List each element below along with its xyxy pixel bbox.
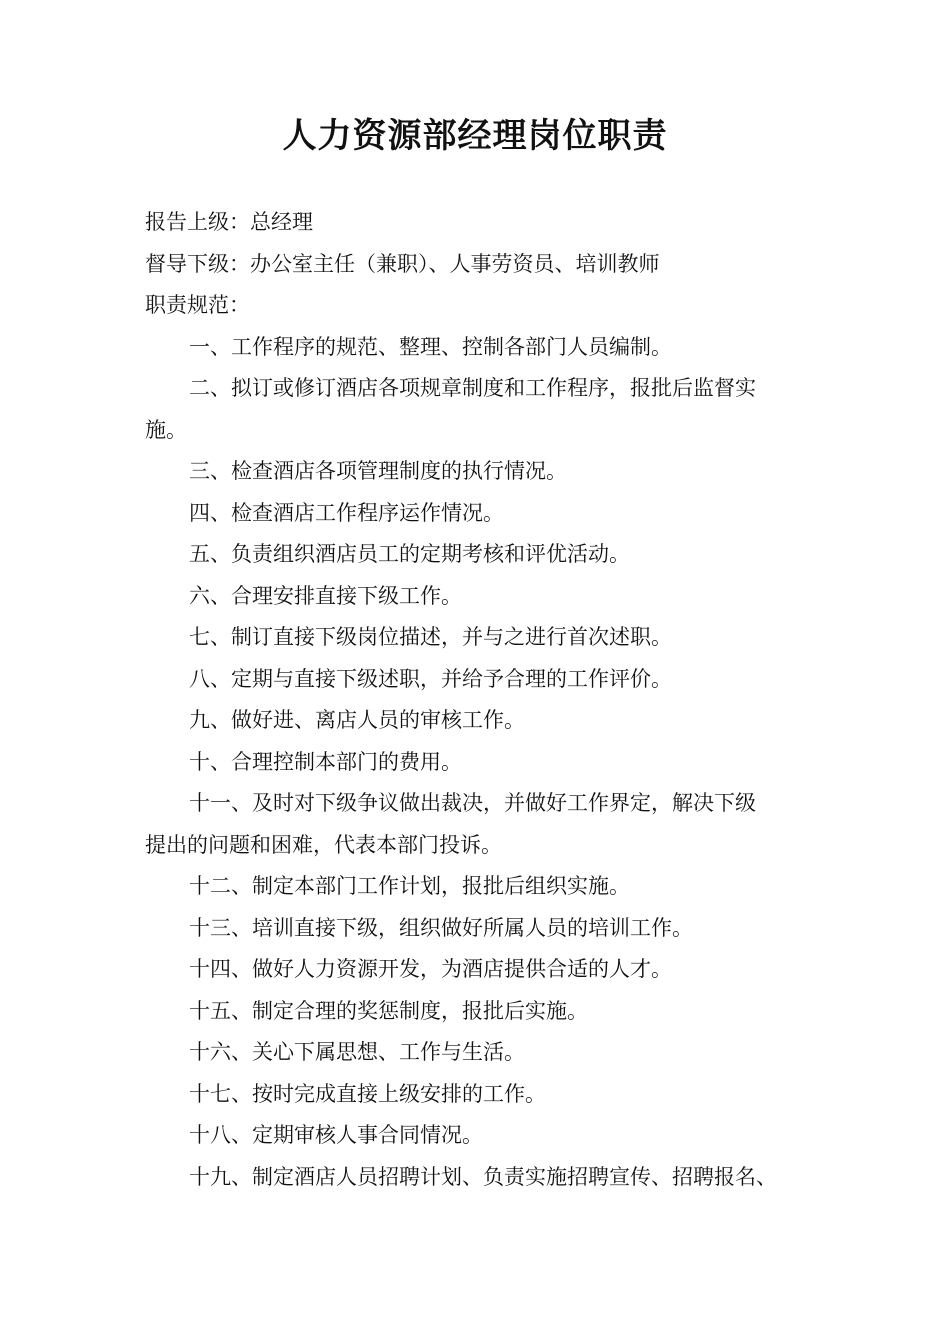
duty-item: 十三、培训直接下级，组织做好所属人员的培训工作。	[189, 915, 693, 940]
duty-item: 十六、关心下属思想、工作与生活。	[189, 1040, 525, 1064]
duty-item: 十二、制定本部门工作计划，报批后组织实施。	[189, 874, 630, 898]
duty-item: 七、制订直接下级岗位描述，并与之进行首次述职。	[189, 625, 672, 649]
duty-item: 一、工作程序的规范、整理、控制各部门人员编制。	[189, 334, 672, 359]
duty-item: 十五、制定合理的奖惩制度，报批后实施。	[189, 998, 588, 1023]
duty-item: 九、做好进、离店人员的审核工作。	[189, 708, 525, 732]
duty-item: 十、合理控制本部门的费用。	[189, 749, 462, 774]
duty-item: 五、负责组织酒店员工的定期考核和评优活动。	[189, 542, 630, 566]
duty-item: 八、定期与直接下级述职，并给予合理的工作评价。	[189, 666, 672, 691]
duties-heading: 职责规范：	[145, 293, 250, 317]
duty-item: 十九、制定酒店人员招聘计划、负责实施招聘宣传、招聘报名、	[189, 1164, 777, 1189]
document-body	[145, 202, 825, 1198]
report-to-line: 报告上级：总经理	[145, 210, 313, 234]
duty-item: 十一、及时对下级争议做出裁决，并做好工作界定，解决下级	[189, 791, 756, 815]
duty-item: 四、检查酒店工作程序运作情况。	[189, 500, 504, 525]
duty-item: 十七、按时完成直接上级安排的工作。	[189, 1081, 546, 1106]
duty-item: 十四、做好人力资源开发，为酒店提供合适的人才。	[189, 957, 672, 981]
duty-item-continuation: 施。	[145, 417, 187, 442]
supervises-line: 督导下级：办公室主任（兼职）、人事劳资员、培训教师	[145, 251, 660, 276]
document-title: 人力资源部经理岗位职责	[282, 116, 668, 156]
duty-item: 六、合理安排直接下级工作。	[189, 583, 462, 608]
duty-item-continuation: 提出的问题和困难，代表本部门投诉。	[145, 832, 502, 857]
duty-item: 十八、定期审核人事合同情况。	[189, 1123, 483, 1147]
duty-item: 二、拟订或修订酒店各项规章制度和工作程序，报批后监督实	[189, 376, 756, 400]
duty-item: 三、检查酒店各项管理制度的执行情况。	[189, 459, 567, 483]
